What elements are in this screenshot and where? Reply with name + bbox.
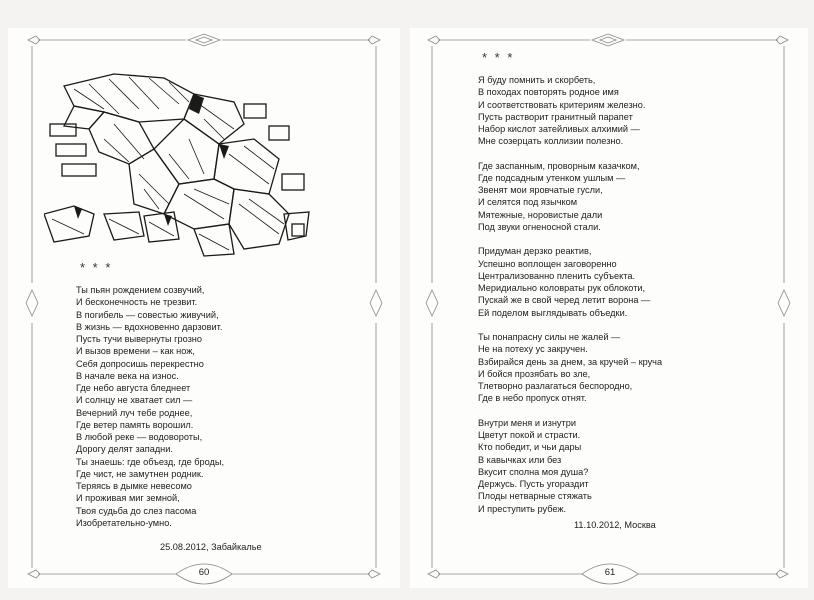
poem-line: Где подсадным утенком ушлым —	[478, 172, 626, 183]
poem-line: Кто победит, и чьи дары	[478, 442, 582, 453]
poem-line: В начале века на износ.	[76, 370, 179, 381]
poem-line: Себя допросишь перекрестно	[76, 358, 204, 369]
poem-line: В любой реке — водовороты,	[76, 432, 203, 442]
poem-line: Пускай же в свой черед летит ворона —	[478, 295, 651, 306]
section-stars: * * *	[80, 260, 113, 275]
poem-line: Звенят мои яровчатые гусли,	[478, 185, 603, 196]
poem-line: Взбирайся день за днем, за кручей – круча	[478, 356, 663, 367]
poem-line: Изобретательно-умно.	[76, 517, 172, 528]
poem-line: Пусть тучи вывернуты грозно	[76, 334, 202, 344]
poem-line: Придуман дерзко реактив,	[478, 246, 592, 257]
poem-line: В походах повторять родное имя	[478, 87, 619, 98]
poem-line: Вкусит сполна моя душа?	[478, 466, 589, 477]
poem-line: Пусть растворит гранитный парапет	[478, 111, 633, 122]
poem-line: Где заспанным, проворным казачком,	[478, 160, 640, 171]
poem-line: Ты знаешь: где объезд, где броды,	[76, 456, 225, 467]
poem-line: Я буду помнить и скорбеть,	[478, 75, 596, 85]
left-poem	[76, 284, 224, 529]
poem-line: И проживая миг земной,	[76, 493, 180, 504]
right-page	[410, 28, 808, 588]
cubist-face-illustration	[44, 64, 314, 259]
poem-line: Где чист, не замутнен родник.	[76, 468, 204, 479]
poem-line: Теряясь в дымке невесомо	[76, 481, 192, 491]
page-number-left: 60	[198, 567, 210, 578]
poem-line: Где небо августа бледнеет	[76, 383, 191, 393]
poem-line: Вечерний луч тебе роднее,	[76, 407, 193, 418]
poem-line: Твоя судьба до слез пасома	[76, 505, 197, 516]
poem-line: И бойся прозябать во зле,	[478, 368, 591, 379]
left-page	[8, 28, 400, 588]
poem-stanza	[478, 417, 662, 515]
poem-line: Цветут покой и страсти.	[478, 430, 581, 440]
poem-line: В жизнь — вдохновенно дарзовит.	[76, 321, 223, 332]
poem-line: Набор кислот затейливых алхимий —	[478, 124, 640, 134]
poem-line: Внутри меня и изнутри	[478, 417, 576, 428]
poem-line: Мятежные, норовистые дали	[478, 209, 603, 220]
poem-line: В погибель — совестью живучий,	[76, 309, 219, 320]
poem-line: Меридиально коловраты рук облокоти,	[478, 283, 646, 294]
poem-line: И селятся под язычком	[478, 197, 578, 208]
poem-line: Не на потеху ус закручен.	[478, 344, 588, 355]
poem-line: Успешно воплощен заговоренно	[478, 258, 617, 269]
poem-line: И соответствовать критериям железно.	[478, 99, 646, 110]
left-poem-signature: 25.08.2012, Забайкалье	[160, 542, 262, 552]
poem-line: Под звуки огненосной стали.	[478, 221, 601, 232]
poem-stanza	[478, 74, 662, 148]
poem-line: Тлетворно разлагаться беспородно,	[478, 381, 633, 392]
poem-line: Мне созерцать коллизии полезно.	[478, 136, 624, 147]
poem-line: Ты пьян рождением созвучий,	[76, 285, 205, 295]
right-poem-signature: 11.10.2012, Москва	[574, 520, 656, 530]
poem-line: Централизованно пленить субъекта.	[478, 270, 636, 281]
poem-line: И вызов времени – как нож,	[76, 346, 195, 357]
poem-line: Ей поделом выглядывать объедки.	[478, 307, 628, 318]
poem-line: Дорогу делят западни.	[76, 444, 173, 455]
poem-line: Где ветер память ворошил.	[76, 419, 194, 430]
section-stars: * * *	[482, 50, 515, 65]
poem-line: Ты понапрасну силы не жалей —	[478, 332, 621, 343]
poem-stanza	[478, 160, 662, 234]
poem-line: Где в небо пропуск отнят.	[478, 393, 587, 404]
right-poem	[478, 74, 662, 527]
poem-line: И преступить рубеж.	[478, 503, 567, 514]
poem-line: Плоды нетварные стяжать	[478, 491, 592, 502]
poem-line: И солнцу не хватает сил —	[76, 395, 193, 406]
poem-line: Держусь. Пусть угораздит	[478, 479, 589, 489]
poem-line: В кавычках или без	[478, 454, 562, 465]
poem-stanza	[478, 331, 662, 405]
page-number-right: 61	[604, 567, 616, 578]
poem-line: И бесконечность не трезвит.	[76, 297, 198, 308]
poem-stanza	[478, 245, 662, 319]
